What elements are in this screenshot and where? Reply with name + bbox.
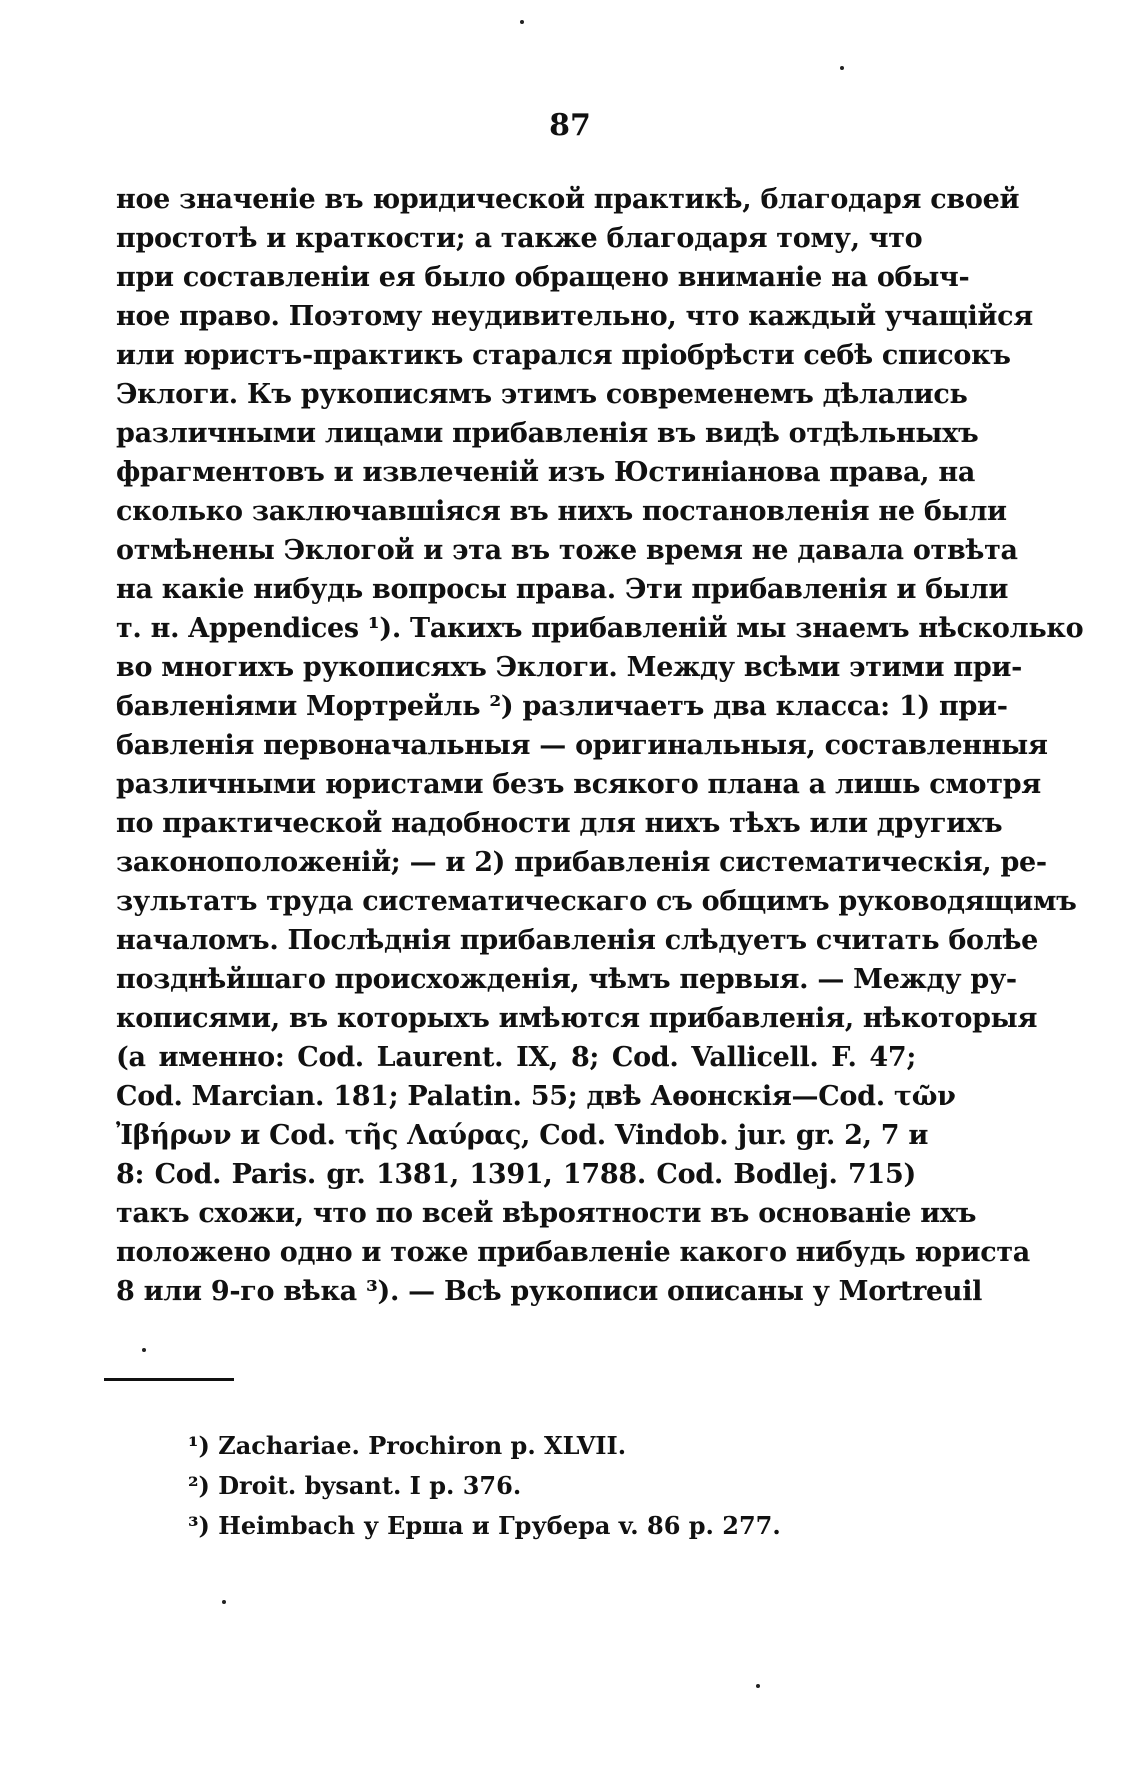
scan-speck [840,66,844,70]
text-line: различными юристами безъ всякого плана а лишь смотря [116,769,1041,800]
text-line: по практической надобности для нихъ тѣхъ или другихъ [116,808,1003,839]
text-line: при составленіи ея было обращено вниманіе на обыч- [116,262,970,293]
scan-speck [142,1348,146,1352]
footnote-marker: ²) [188,1471,210,1500]
footnote [188,1466,888,1506]
text-line: зультатъ труда систематическаго съ общимъ руководящимъ [116,886,1077,917]
footnote [188,1506,888,1546]
scan-speck [222,1600,226,1604]
text-line: законоположеній; — и 2) прибавленія систематическія, ре- [116,847,1047,878]
text-line: Cod. Marcian. 181; Palatin. 55; двѣ Аѳонскія—Cod. τῶν [116,1081,956,1112]
footnotes [188,1426,888,1546]
text-line: или юристъ-практикъ старался пріобрѣсти себѣ списокъ [116,340,1011,371]
text-line: во многихъ рукописяхъ Эклоги. Между всѣми этими при- [116,652,1023,683]
text-line: (а именно: Cod. Laurent. IX, 8; Cod. Vallicell. F. 47; [116,1042,916,1073]
text-line: различными лицами прибавленія въ видѣ отдѣльныхъ [116,418,979,449]
text-line: отмѣнены Эклогой и эта въ тоже время не давала отвѣта [116,535,1018,566]
footnote-marker: ³) [188,1511,210,1540]
text-line: 8 или 9-го вѣка ³). — Всѣ рукописи описаны у Mortreuil [116,1276,983,1307]
footnote-text: Zachariae. Prochiron p. XLVII. [218,1431,627,1460]
text-line: ное право. Поэтому неудивительно, что каждый учащійся [116,301,1033,332]
text-line: Ἰβήρων и Cod. τῆς Λαύρας, Cod. Vindob. jur. gr. 2, 7 и [116,1120,929,1151]
text-line: бавленія первоначальныя — оригинальныя, составленныя [116,730,1048,761]
text-line: положено одно и тоже прибавленіе какого нибудь юриста [116,1237,1030,1268]
body-text [116,180,1084,1311]
text-line: 8: Cod. Paris. gr. 1381, 1391, 1788. Cod. Bodlej. 715) [116,1159,916,1190]
text-line: ное значеніе въ юридической практикѣ, благодаря своей [116,184,1020,215]
text-line: простотѣ и краткости; а также благодаря тому, что [116,223,923,254]
scan-speck [756,1684,760,1688]
text-line: сколько заключавшіяся въ нихъ постановленія не были [116,496,1007,527]
footnote-text: Heimbach у Ерша и Грубера v. 86 p. 277. [218,1511,781,1540]
text-line: такъ схожи, что по всей вѣроятности въ основаніе ихъ [116,1198,977,1229]
scan-speck [520,20,524,24]
text-line: на какіе нибудь вопросы права. Эти прибавленія и были [116,574,1009,605]
text-line: Эклоги. Къ рукописямъ этимъ современемъ дѣлались [116,379,968,410]
footnote-divider [104,1378,234,1381]
footnote-marker: ¹) [188,1431,210,1460]
text-line: кописями, въ которыхъ имѣются прибавленія, нѣкоторыя [116,1003,1038,1034]
footnote [188,1426,888,1466]
text-line: позднѣйшаго происхожденія, чѣмъ первыя. — Между ру- [116,964,1017,995]
text-line: бавленіями Мортрейль ²) различаетъ два класса: 1) при- [116,691,1008,722]
text-line: т. н. Appendices ¹). Такихъ прибавленій мы знаемъ нѣсколько [116,613,1084,644]
page-number: 87 [549,108,591,143]
text-line: началомъ. Послѣднія прибавленія слѣдуетъ считать болѣе [116,925,1039,956]
footnote-text: Droit. bysant. I p. 376. [218,1471,522,1500]
text-line: фрагментовъ и извлеченій изъ Юстиніанова права, на [116,457,976,488]
